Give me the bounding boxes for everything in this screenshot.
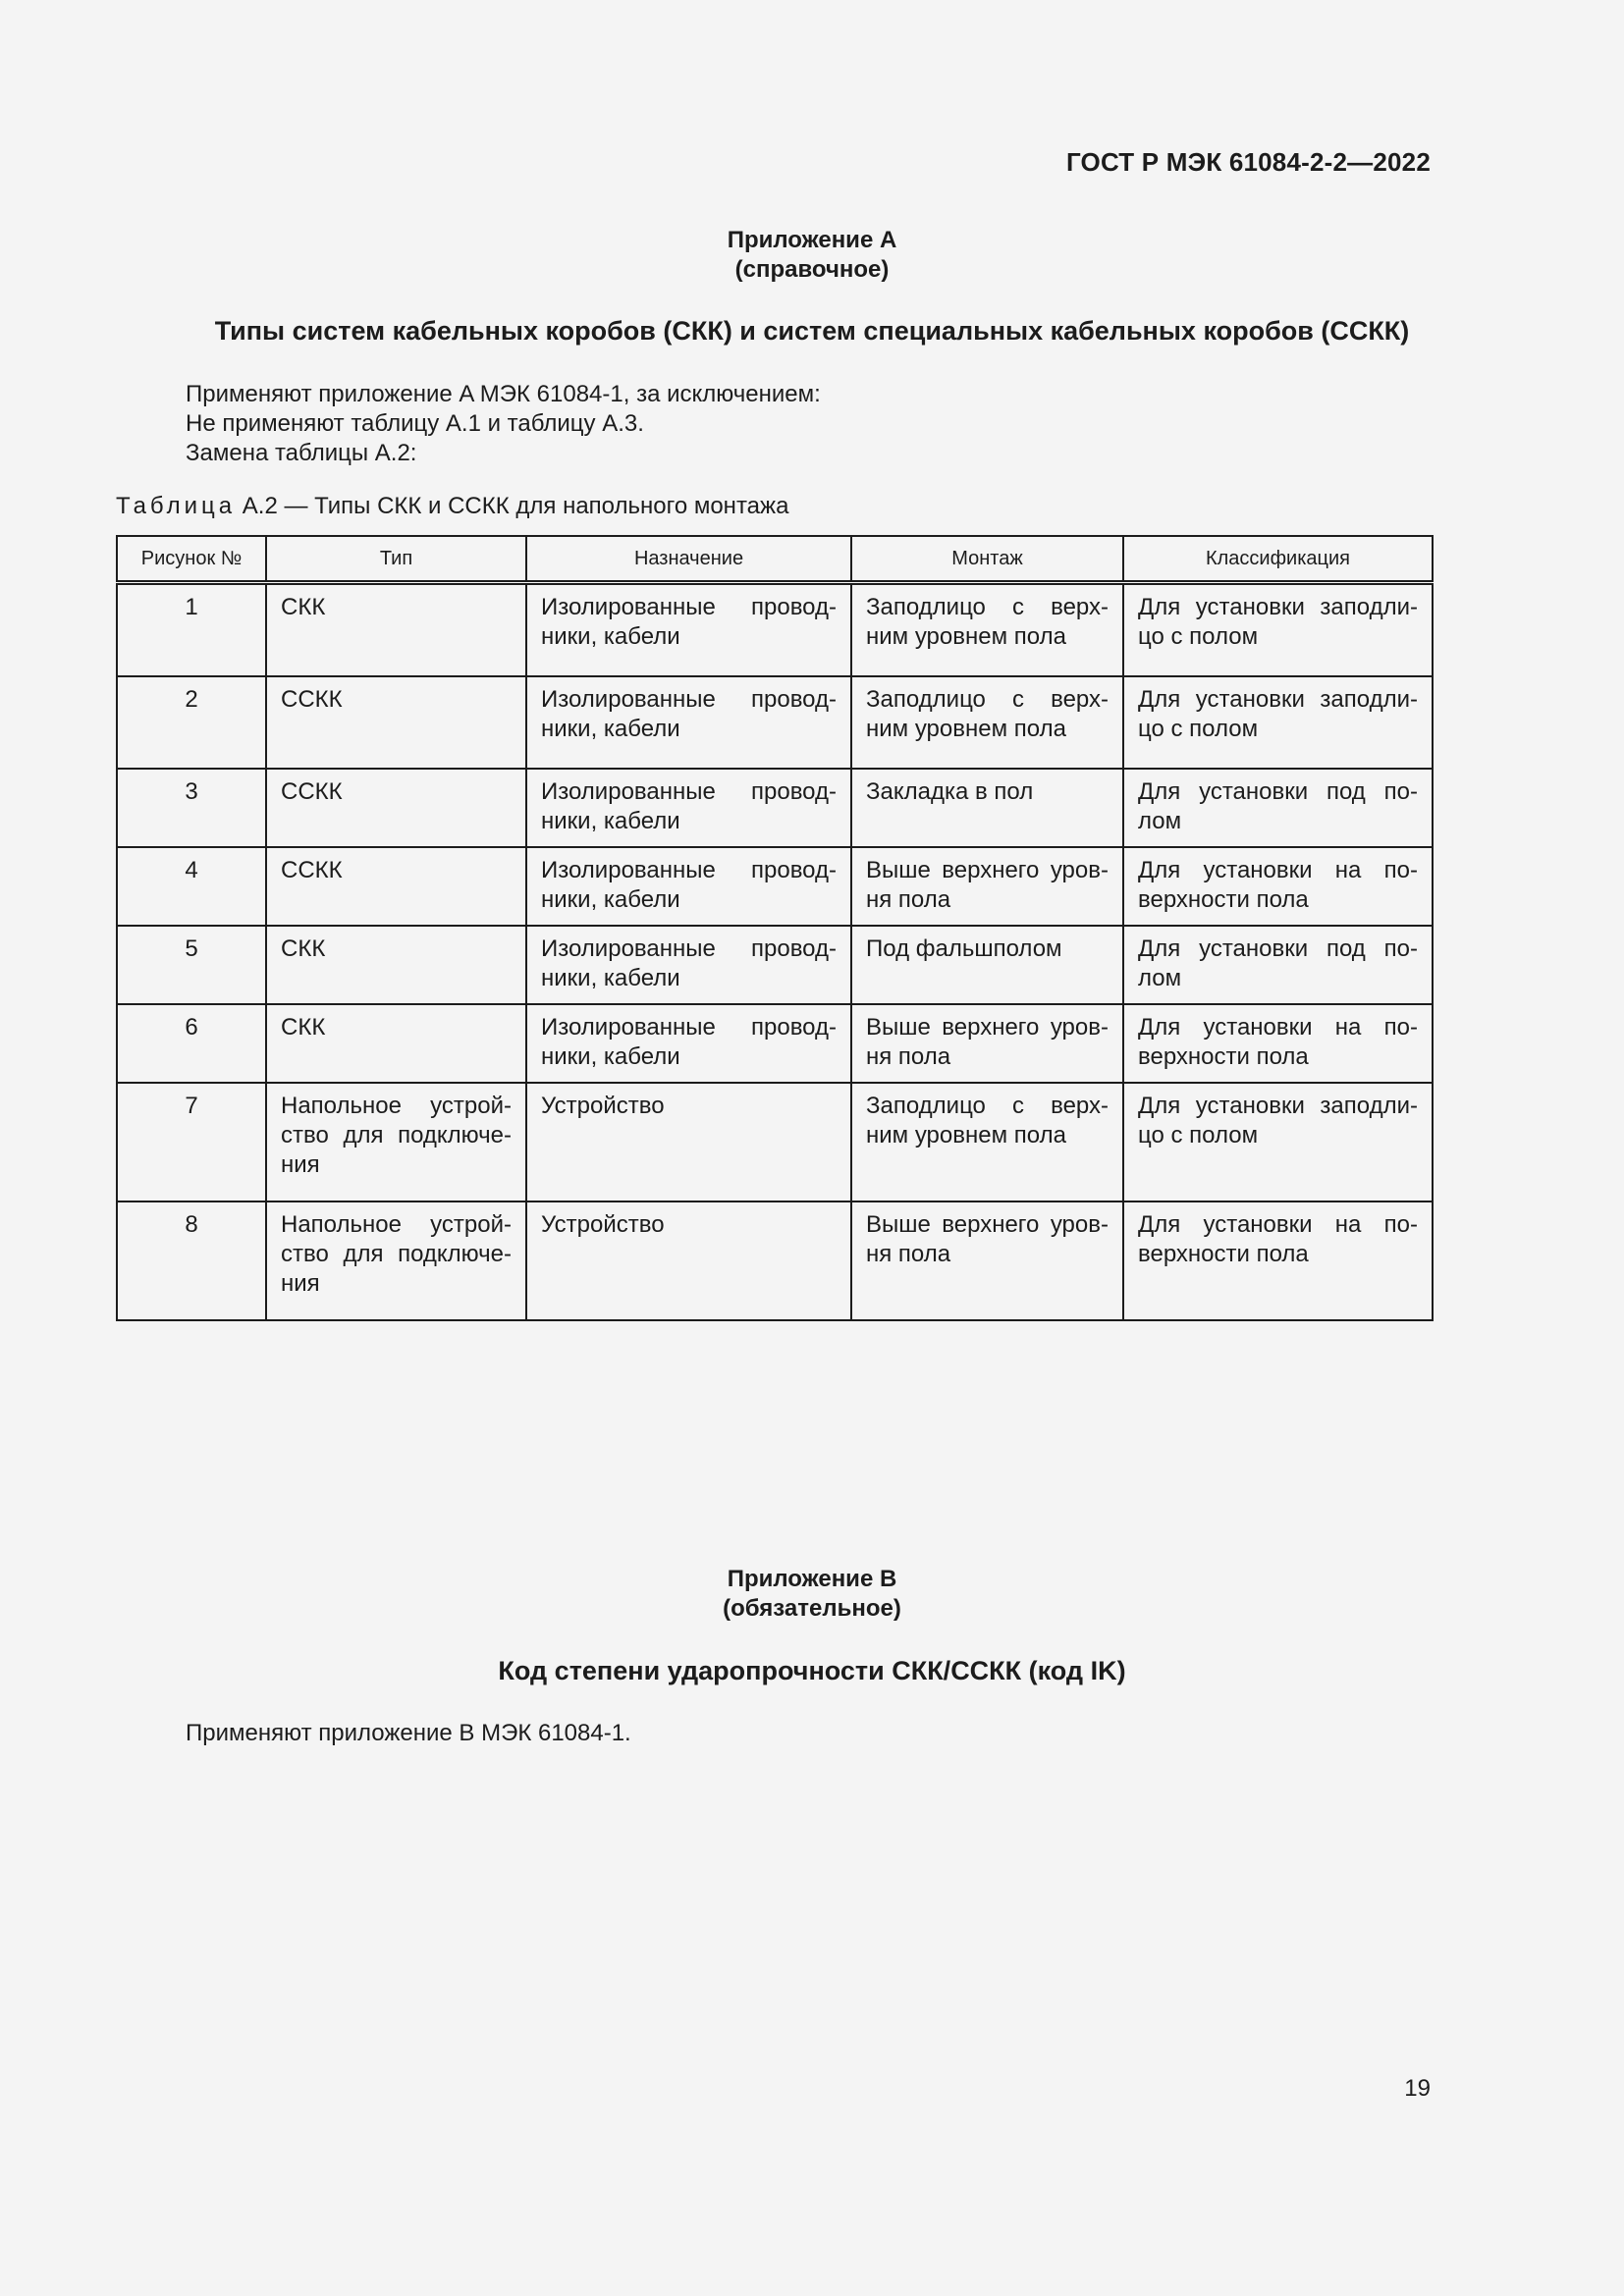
cell-purpose: Изолированные провод-ники, кабели [526, 847, 851, 926]
appendix-b-heading: Код степени ударопрочности СКК/ССКК (код IK) [498, 1656, 1126, 1685]
cell-mounting: Заподлицо с верх-ним уровнем пола [851, 676, 1123, 769]
cell-type: Напольное устрой-ство для подключе-ния [266, 1083, 526, 1201]
cell-mounting: Выше верхнего уров-ня пола [851, 847, 1123, 926]
table-caption-text: A.2 — Типы СКК и ССКК для напольного монтажа [242, 493, 789, 519]
table-row [117, 847, 1433, 926]
appendix-a-paragraph: Замена таблицы A.2: [186, 440, 417, 466]
cell-purpose: Устройство [526, 1201, 851, 1320]
cell-mounting: Выше верхнего уров-ня пола [851, 1004, 1123, 1083]
cell-figure: 1 [117, 583, 266, 677]
table-caption [116, 493, 788, 520]
cell-classification: Для установки на по-верхности пола [1123, 1004, 1433, 1083]
cell-type: ССКК [266, 769, 526, 847]
cell-mounting: Под фальшполом [851, 926, 1123, 1004]
table-caption-prefix: Таблица [116, 493, 237, 519]
cell-figure: 6 [117, 1004, 266, 1083]
appendix-b-title-block [0, 1565, 1624, 1624]
cell-figure: 2 [117, 676, 266, 769]
column-header-type: Тип [266, 536, 526, 583]
appendix-b-status: (обязательное) [723, 1595, 901, 1622]
appendix-a-title-block [0, 226, 1624, 285]
cell-classification: Для установки заподли-цо с полом [1123, 583, 1433, 677]
cell-type: СКК [266, 583, 526, 677]
cell-type: ССКК [266, 847, 526, 926]
cell-type: СКК [266, 1004, 526, 1083]
appendix-a-paragraph: Не применяют таблицу A.1 и таблицу A.3. [186, 410, 644, 437]
table-row [117, 583, 1433, 677]
table-row [117, 676, 1433, 769]
cell-purpose: Изолированные провод-ники, кабели [526, 583, 851, 677]
cell-purpose: Изолированные провод-ники, кабели [526, 1004, 851, 1083]
appendix-a-heading: Типы систем кабельных коробов (СКК) и систем специальных кабельных коробов (ССКК) [214, 316, 1410, 346]
cell-purpose: Изолированные провод-ники, кабели [526, 676, 851, 769]
cell-type: Напольное устрой-ство для подключе-ния [266, 1201, 526, 1320]
cell-classification: Для установки под по-лом [1123, 769, 1433, 847]
column-header-purpose: Назначение [526, 536, 851, 583]
cell-classification: Для установки на по-верхности пола [1123, 1201, 1433, 1320]
column-header-mounting: Монтаж [851, 536, 1123, 583]
table-row [117, 1201, 1433, 1320]
appendix-b-paragraph: Применяют приложение B МЭК 61084-1. [186, 1720, 631, 1746]
table-row [117, 1004, 1433, 1083]
appendix-b-title: Приложение B [727, 1566, 897, 1592]
cell-figure: 5 [117, 926, 266, 1004]
cell-classification: Для установки заподли-цо с полом [1123, 1083, 1433, 1201]
cell-figure: 7 [117, 1083, 266, 1201]
table-header-row [117, 536, 1433, 583]
cell-purpose: Изолированные провод-ники, кабели [526, 926, 851, 1004]
cell-figure: 3 [117, 769, 266, 847]
table-row [117, 926, 1433, 1004]
cell-classification: Для установки под по-лом [1123, 926, 1433, 1004]
table-row [117, 769, 1433, 847]
cell-purpose: Изолированные провод-ники, кабели [526, 769, 851, 847]
table-a2 [116, 535, 1434, 1321]
cell-figure: 8 [117, 1201, 266, 1320]
cell-purpose: Устройство [526, 1083, 851, 1201]
column-header-classification: Классификация [1123, 536, 1433, 583]
cell-type: ССКК [266, 676, 526, 769]
appendix-a-title: Приложение A [727, 227, 897, 253]
page-number: 19 [1404, 2075, 1431, 2102]
cell-mounting: Заподлицо с верх-ним уровнем пола [851, 1083, 1123, 1201]
standard-designation: ГОСТ Р МЭК 61084-2-2—2022 [1065, 147, 1431, 177]
cell-figure: 4 [117, 847, 266, 926]
cell-mounting: Закладка в пол [851, 769, 1123, 847]
appendix-a-status: (справочное) [734, 256, 890, 283]
column-header-figure: Рисунок № [117, 536, 266, 583]
cell-mounting: Выше верхнего уров-ня пола [851, 1201, 1123, 1320]
appendix-a-paragraph: Применяют приложение A МЭК 61084-1, за исключением: [186, 381, 821, 407]
cell-type: СКК [266, 926, 526, 1004]
cell-mounting: Заподлицо с верх-ним уровнем пола [851, 583, 1123, 677]
cell-classification: Для установки заподли-цо с полом [1123, 676, 1433, 769]
cell-classification: Для установки на по-верхности пола [1123, 847, 1433, 926]
table-row [117, 1083, 1433, 1201]
